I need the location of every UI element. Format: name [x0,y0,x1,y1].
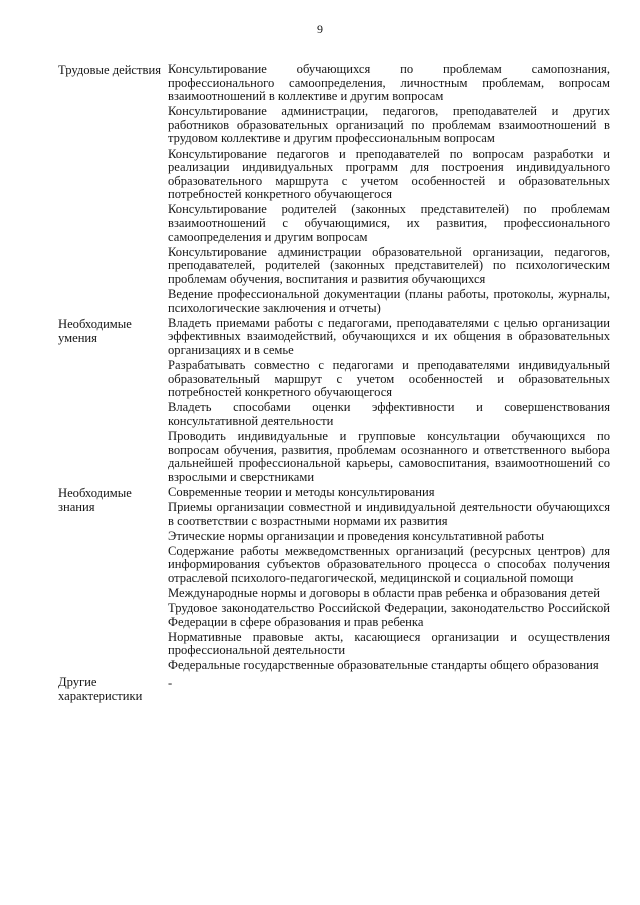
section-required-skills [58,317,610,486]
list-item: Консультирование администрации образовательной организации, педагогов, преподавателей, родителей (законных представителей) по психологическим проблемам обучения, воспитания и развития обучающихся [168,244,610,286]
characteristics-table [58,63,610,704]
list-item: Этические нормы организации и проведения консультативной работы [168,528,545,543]
section-required-knowledge [58,486,610,675]
page-number: 9 [317,22,323,36]
section-label: Трудовые действия [58,63,162,77]
list-item: Проводить индивидуальные и групповые консультации обучающихся по вопросам обучения, развития, проблемам осознанного и ответственного выбора дальнейшей профессиональной карьеры, самовоспитания, взаимоотношений со взрослыми и сверстниками [168,428,610,484]
list-item: Приемы организации совместной и индивидуальной деятельности обучающихся в соответствии с возрастными нормами их развития [168,499,610,528]
list-item: Консультирование педагогов и преподавателей по вопросам разработки и реализации индивидуальных программ для построения индивидуального образовательного маршрута с учетом особенностей и образовательных потребностей конкретного обучающегося [168,146,610,202]
list-item: Нормативные правовые акты, касающиеся организации и осуществления профессиональной деятельности [168,629,610,658]
list-item: Разрабатывать совместно с педагогами и преподавателями индивидуальный образовательный маршрут с учетом особенностей и образовательных потребностей конкретного обучающегося [168,357,610,400]
list-item: Консультирование родителей (законных представителей) по проблемам взаимоотношений с обучающимися, их развития, профессионального самоопределения и другим вопросам [168,202,610,244]
list-item: Ведение профессиональной документации (планы работы, протоколы, журналы, психологические заключения и отчеты) [168,287,610,315]
section-items [168,317,610,486]
list-item: Международные нормы и договоры в области прав ребенка и образования детей [168,585,600,600]
section-label: Необходимые умения [58,316,132,346]
section-items [168,63,610,317]
list-item: Содержание работы межведомственных организаций (ресурсных центров) для информирования субъектов образовательного процесса о способах получения отраслевой психолого-педагогической, медицинской и социальной помощи [168,543,610,585]
section-items [168,486,610,675]
section-label: Необходимые знания [58,485,132,515]
list-item: Консультирование администрации, педагогов, преподавателей и других работников образовательных организаций по проблемам взаимоотношений в трудовом коллективе и другим профессиональным вопросам [168,104,610,146]
list-item: Федеральные государственные образовательные стандарты общего образования [168,658,599,673]
list-item: Консультирование обучающихся по проблемам самопознания, профессионального самоопределения, личностным проблемам, вопросам взаимоотношений в коллективе и другим вопросам [168,62,610,104]
list-item: Трудовое законодательство Российской Федерации, законодательство Российской Федерации в сфере образования и прав ребенка [168,601,610,629]
section-labor-actions [58,63,610,317]
section-items [168,675,610,704]
section-other-characteristics [58,675,610,704]
list-item: Владеть способами оценки эффективности и совершенствования консультативной деятельности [168,400,610,428]
list-item: Современные теории и методы консультирования [168,484,435,499]
section-label: Другие характеристики [58,674,143,704]
list-item: - [168,675,173,690]
list-item: Владеть приемами работы с педагогами, преподавателями с целью организации эффективных взаимодействий, обучающихся и их общения в образовательных организациях и в семье [168,315,610,357]
